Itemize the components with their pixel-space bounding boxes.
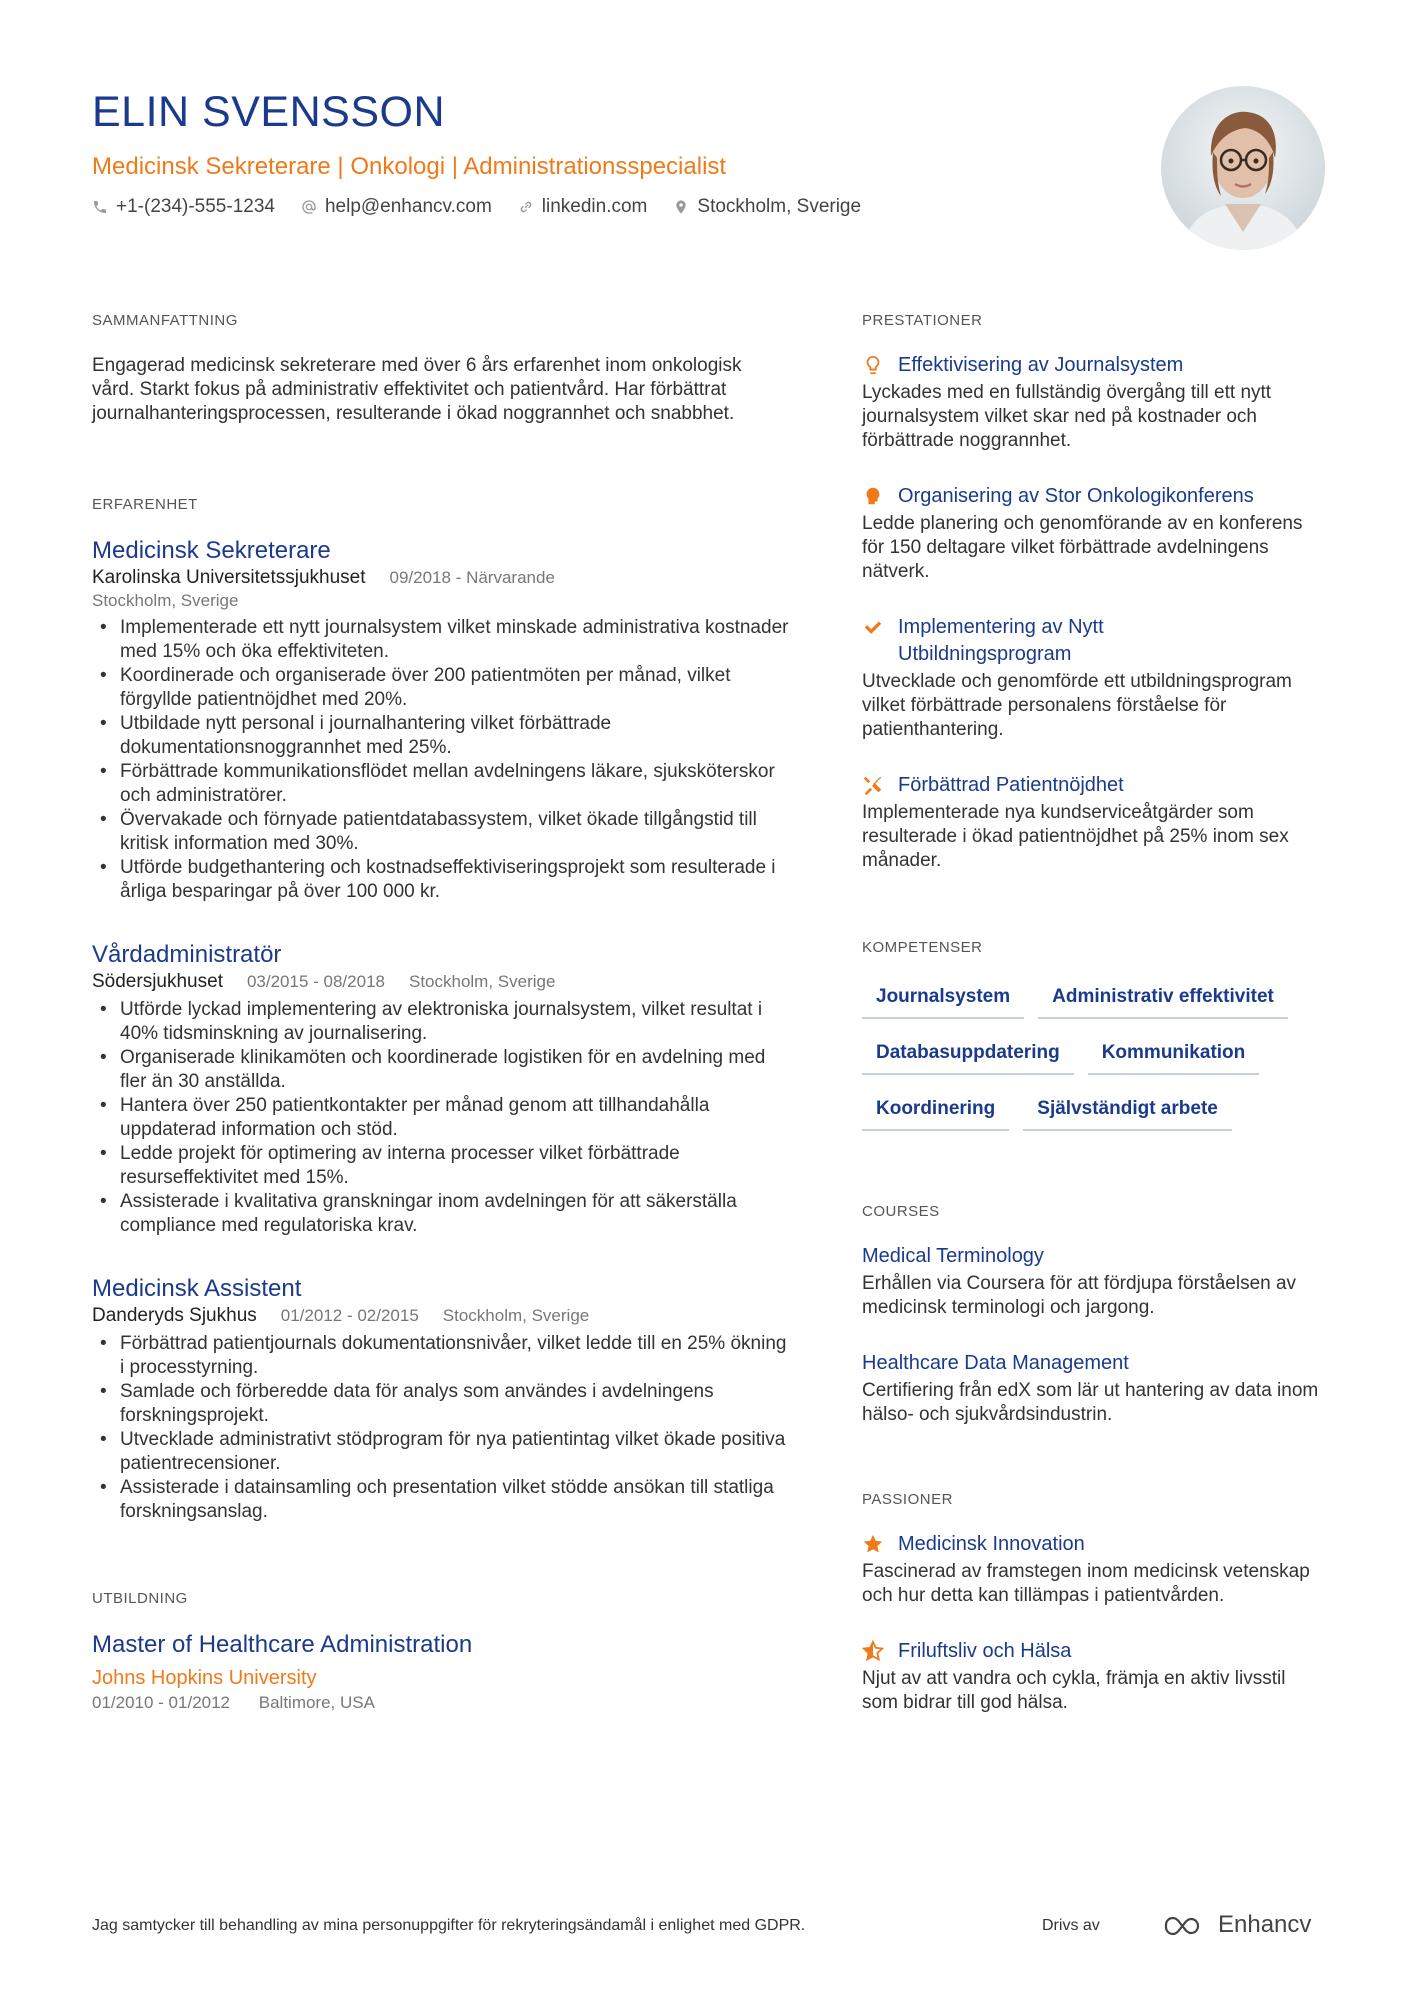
skill-tag: Självständigt arbete (1023, 1091, 1232, 1131)
star-half-icon (862, 1640, 884, 1662)
passion-desc: Njut av att vandra och cykla, främja en aktiv livsstil som bidrar till god hälsa. (862, 1668, 1286, 1713)
achievement-item (862, 352, 1324, 453)
achievement-desc: Ledde planering och genomförande av en konferens för 150 deltagare vilket förbättrade avdelningens nätverk. (862, 513, 1303, 582)
candidate-name: ELIN SVENSSON (92, 88, 445, 136)
skill-tag: Administrativ effektivitet (1038, 979, 1288, 1019)
job-location: Stockholm, Sverige (92, 591, 239, 610)
job-title: Medicinsk Sekreterare (92, 537, 331, 564)
school-name: Johns Hopkins University (92, 1667, 317, 1689)
course-title: Healthcare Data Management (862, 1352, 1129, 1374)
job-bullet: • Implementerade ett nytt journalsystem vilket minskade administrativa kostnader med 15% och öka effektiviteten. (92, 616, 792, 664)
skill-tag: Kommunikation (1088, 1035, 1260, 1075)
achievement-title: Organisering av Stor Onkologikonferens (898, 485, 1254, 507)
achievements-heading: PRESTATIONER (862, 312, 983, 329)
job-company: Karolinska Universitetssjukhuset (92, 567, 366, 588)
enhancv-logo-icon (1162, 1914, 1208, 1936)
courses-heading: COURSES (862, 1203, 940, 1220)
education-meta (92, 1692, 792, 1714)
job-title: Vårdadministratör (92, 941, 282, 968)
course-title: Medical Terminology (862, 1245, 1044, 1267)
job-dates: 01/2012 - 02/2015 (280, 1306, 419, 1325)
passion-item (862, 1531, 1324, 1608)
job-title: Medicinsk Assistent (92, 1275, 302, 1302)
brand-logo[interactable] (1162, 1911, 1311, 1939)
star-icon (862, 1533, 884, 1555)
job-location: Stockholm, Sverige (442, 1306, 590, 1325)
job-meta (92, 566, 792, 590)
summary-text: Engagerad medicinsk sekreterare med över 6 års erfarenhet inom onkologisk vård. Starkt fokus på administrativ effektivitet och patientvård. Har förbättrat journalhanteringsprocessen, resulterande i ökad noggrannhet och snabbhet. (92, 355, 742, 424)
degree-title: Master of Healthcare Administration (92, 1631, 473, 1658)
skill-tag: Databasuppdatering (862, 1035, 1074, 1075)
course-item (862, 1243, 1324, 1320)
job-bullet: • Assisterade i kvalitativa granskningar inom avdelningen för att säkerställa compliance med regulatoriska krav. (92, 1190, 792, 1238)
tools-icon (862, 774, 884, 796)
contact-row (92, 194, 1132, 220)
skills-heading: KOMPETENSER (862, 939, 983, 956)
gdpr-consent: Jag samtycker till behandling av mina personuppgifter för rekryteringsändamål i enlighet med GDPR. (92, 1917, 806, 1934)
achievement-title: Implementering av Nytt Utbildningsprogram (898, 616, 1104, 665)
education-location: Baltimore, USA (258, 1693, 375, 1712)
contact-location (673, 194, 861, 220)
left-column (92, 312, 792, 1714)
job-company: Södersjukhuset (92, 971, 223, 992)
candidate-subtitle: Medicinsk Sekreterare | Onkologi | Administrationsspecialist (92, 153, 727, 180)
phone-text: +1-(234)-555-1234 (116, 196, 275, 217)
job-meta (92, 1304, 792, 1328)
brand-name: Enhancv (1218, 1911, 1312, 1938)
experience-item (92, 940, 792, 1238)
job-meta (92, 970, 792, 994)
course-desc: Erhållen via Coursera för att fördjupa förståelsen av medicinsk terminologi och jargong. (862, 1273, 1297, 1318)
job-bullet: • Utbildade nytt personal i journalhantering vilket förbättrade dokumentationsnoggrannhet med 25%. (92, 712, 792, 760)
avatar (1161, 86, 1325, 250)
job-bullets (92, 998, 792, 1238)
skill-tag: Koordinering (862, 1091, 1009, 1131)
job-bullet: • Förbättrade kommunikationsflödet mellan avdelningens läkare, sjuksköterskor och administratörer. (92, 760, 792, 808)
job-dates: 09/2018 - Närvarande (389, 568, 555, 587)
education-item (92, 1630, 792, 1714)
at-icon (301, 199, 317, 215)
experience-heading: ERFARENHET (92, 496, 198, 513)
job-bullets (92, 1332, 792, 1524)
course-item (862, 1350, 1324, 1427)
passion-desc: Fascinerad av framstegen inom medicinsk vetenskap och hur detta kan tillämpas i patientvården. (862, 1561, 1310, 1606)
passions-heading: PASSIONER (862, 1491, 953, 1508)
job-bullet: • Utförde lyckad implementering av elektroniska journalsystem, vilket resultat i 40% tidsminskning av journalisering. (92, 998, 792, 1046)
job-bullet: • Utförde budgethantering och kostnadseffektiviseringsprojekt som resulterade i årliga besparingar på över 100 000 kr. (92, 856, 792, 904)
achievement-title: Förbättrad Patientnöjdhet (898, 774, 1124, 796)
location-pin-icon (673, 199, 689, 215)
contact-email[interactable] (301, 194, 492, 220)
lightbulb-icon (862, 354, 884, 376)
education-dates: 01/2010 - 01/2012 (92, 1693, 231, 1712)
phone-icon (92, 199, 108, 215)
linkedin-text[interactable]: linkedin.com (541, 196, 648, 217)
brain-icon (862, 485, 884, 507)
resume-header (92, 86, 1132, 220)
powered-by: Drivs av (1042, 1917, 1100, 1934)
job-location: Stockholm, Sverige (408, 972, 556, 991)
achievement-item (862, 483, 1324, 584)
achievement-desc: Utvecklade och genomförde ett utbildningsprogram vilket förbättrade personalens förståelse för patienthantering. (862, 671, 1292, 740)
job-bullet: • Hantera över 250 patientkontakter per månad genom att tillhandahålla uppdaterad information och stöd. (92, 1094, 792, 1142)
passion-title: Friluftsliv och Hälsa (898, 1640, 1072, 1662)
contact-phone (92, 194, 275, 220)
job-bullet: • Assisterade i datainsamling och presentation vilket stödde ansökan till statliga forskningsanslag. (92, 1476, 792, 1524)
contact-linkedin[interactable] (518, 194, 648, 220)
job-bullet: • Övervakade och förnyade patientdatabassystem, vilket ökade tillgångstid till kritisk information med 30%. (92, 808, 792, 856)
experience-item (92, 1274, 792, 1524)
link-icon (518, 199, 534, 215)
course-desc: Certifiering från edX som lär ut hantering av data inom hälso- och sjukvårdsindustrin. (862, 1380, 1319, 1425)
achievement-title: Effektivisering av Journalsystem (898, 354, 1184, 376)
job-bullet: • Utvecklade administrativt stödprogram för nya patientintag vilket ökade positiva patientrecensioner. (92, 1428, 792, 1476)
footer (92, 1913, 1324, 1943)
experience-item (92, 536, 792, 904)
job-bullets (92, 616, 792, 904)
education-heading: UTBILDNING (92, 1590, 188, 1607)
job-bullet: • Samlade och förberedde data för analys som användes i avdelningens forskningsprojekt. (92, 1380, 792, 1428)
job-bullet: • Ledde projekt för optimering av interna processer vilket förbättrade resurseffektivitet med 15%. (92, 1142, 792, 1190)
job-dates: 03/2015 - 08/2018 (246, 972, 385, 991)
achievement-desc: Implementerade nya kundserviceåtgärder som resulterade i ökad patientnöjdhet på 25% inom sex månader. (862, 802, 1289, 871)
skills-list (862, 979, 1332, 1147)
achievement-item (862, 772, 1324, 873)
location-text: Stockholm, Sverige (697, 196, 862, 217)
summary-heading: SAMMANFATTNING (92, 312, 238, 329)
portrait-illustration (1161, 86, 1325, 250)
job-bullet: • Koordinerade och organiserade över 200 patientmöten per månad, vilket förgyllde patientnöjdhet med 20%. (92, 664, 792, 712)
job-company: Danderyds Sjukhus (92, 1305, 257, 1326)
right-column (862, 312, 1324, 1715)
achievement-desc: Lyckades med en fullständig övergång till ett nytt journalsystem vilket skar ned på kostnader och förbättrade noggrannhet. (862, 382, 1272, 451)
achievement-item (862, 614, 1324, 742)
passion-item (862, 1638, 1324, 1715)
passion-title: Medicinsk Innovation (898, 1533, 1085, 1555)
checkmark-icon (862, 616, 884, 638)
job-bullet: • Organiserade klinikamöten och koordinerade logistiken för en avdelning med fler än 30 anställda. (92, 1046, 792, 1094)
email-text[interactable]: help@enhancv.com (324, 196, 492, 217)
job-bullet: • Förbättrad patientjournals dokumentationsnivåer, vilket ledde till en 25% ökning i processtyrning. (92, 1332, 792, 1380)
skill-tag: Journalsystem (862, 979, 1024, 1019)
